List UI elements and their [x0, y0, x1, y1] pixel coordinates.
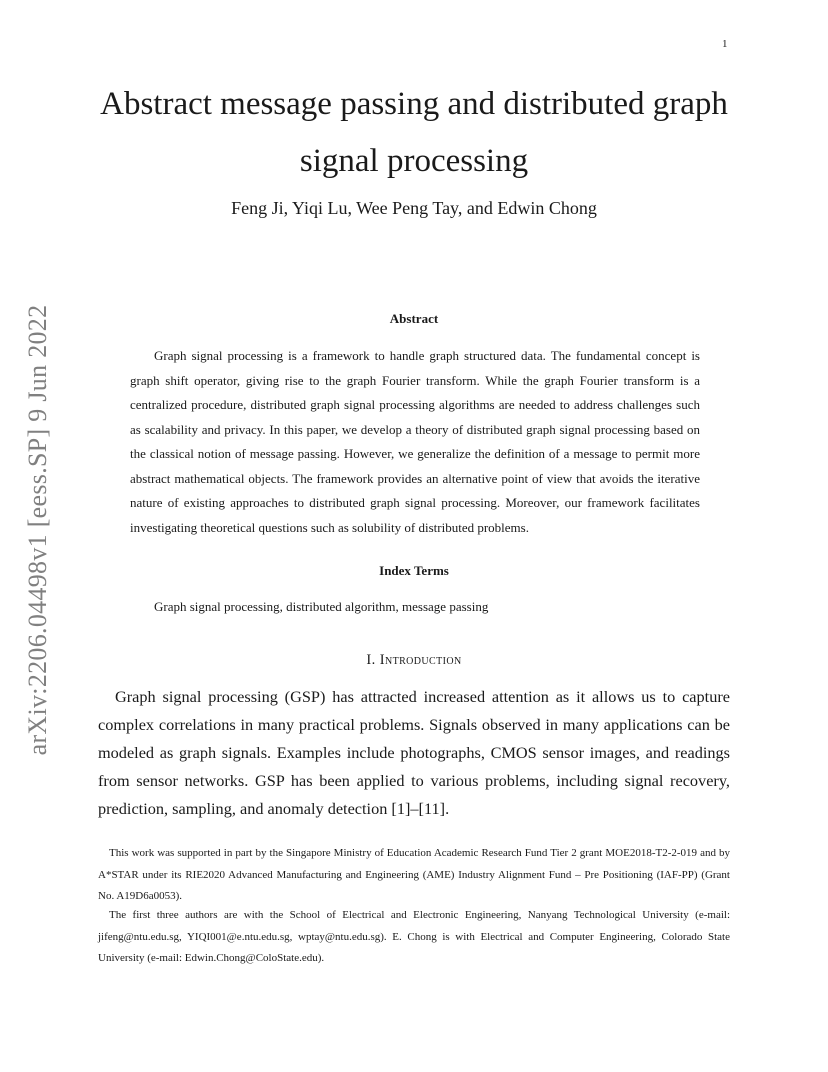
author-list: Feng Ji, Yiqi Lu, Wee Peng Tay, and Edwin Chong — [231, 198, 597, 218]
section-heading-introduction — [60, 652, 768, 669]
page-number: 1 — [722, 38, 728, 50]
index-terms-heading: Index Terms — [379, 563, 449, 578]
abstract-heading: Abstract — [389, 311, 439, 326]
abstract-text: Graph signal processing is a framework to handle graph structured data. The fundamental concept is graph shift operator, giving rise to the graph Fourier transform. While the graph Fourier transform is a centralized procedure, distributed graph signal processing algorithms are needed to address challenges such as scalability and privacy. In this paper, we develop a theory of distributed graph signal processing based on the classical notion of message passing. However, we generalize the definition of a message to permit more abstract mathematical objects. The framework provides an alternative point of view that avoids the iterative nature of existing approaches to distributed graph signal processing. Moreover, our framework facilitates investigating theoretical questions such as solubility of distributed problems. — [130, 348, 700, 535]
introduction-paragraph: Graph signal processing (GSP) has attracted increased attention as it allows us to capture complex correlations in many practical problems. Signals observed in many applications can be modeled as graph signals. Examples include photographs, CMOS sensor images, and readings from sensor networks. GSP has been applied to various problems, including signal recovery, prediction, sampling, and anomaly detection [1]–[11]. — [98, 687, 730, 818]
section-numeral: I. — [366, 652, 376, 668]
paper-title: Abstract message passing and distributed graph signal processing — [100, 86, 728, 179]
section-title: Introduction — [379, 652, 462, 668]
index-terms-text: Graph signal processing, distributed algorithm, message passing — [154, 599, 489, 614]
affiliation-footnote: The first three authors are with the School of Electrical and Electronic Engineering, Nanyang Technological University (e-mail: jifeng@ntu.edu.sg, YIQI001@e.ntu.edu.sg, wptay@ntu.edu.sg). E. Chong is with Electrical and Computer Engineering, Colorado State University (e-mail: Edwin.Chong@ColoState.edu). — [98, 909, 730, 964]
arxiv-identifier: arXiv:2206.04498v1 [eess.SP] 9 Jun 2022 — [23, 304, 52, 756]
funding-footnote: This work was supported in part by the Singapore Ministry of Education Academic Research Fund Tier 2 grant MOE2018-T2-2-019 and by A*STAR under its RIE2020 Advanced Manufacturing and Engineering (AME) Industry Alignment Fund – Pre Positioning (IAF-PP) (Grant No. A19D6a0053). — [98, 847, 730, 902]
